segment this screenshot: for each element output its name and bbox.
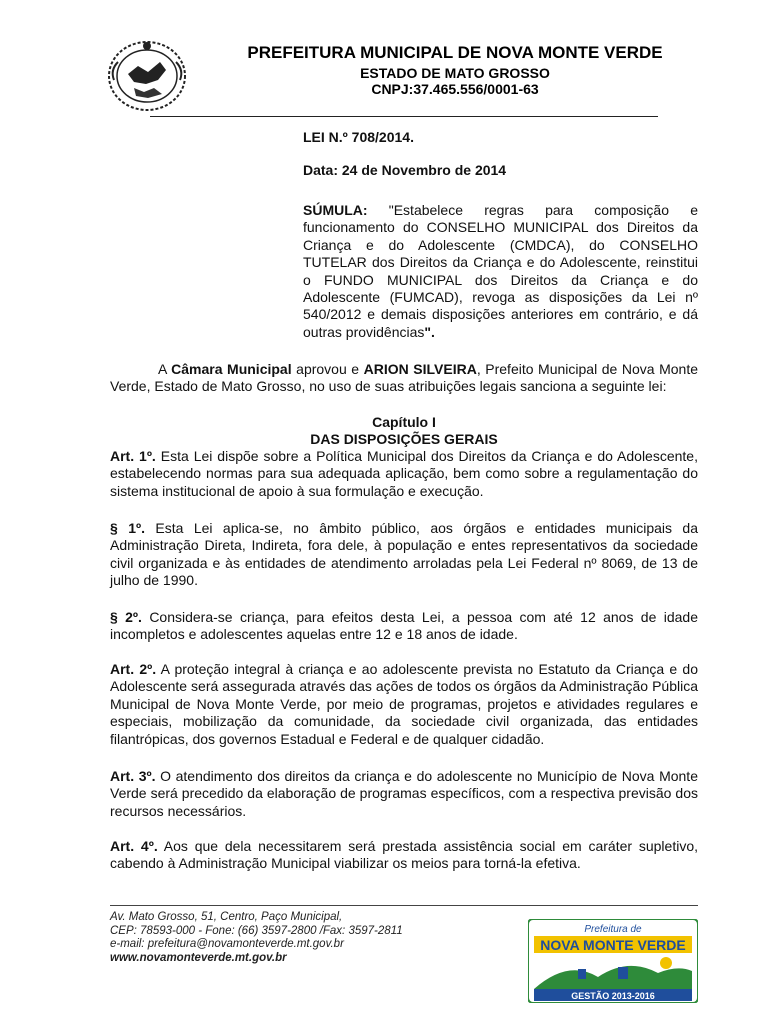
municipal-seal-icon	[104, 36, 190, 116]
intro-paragraph: A Câmara Municipal aprovou e ARION SILVEIRA, Prefeito Municipal de Nova Monte Verde, Estado de Mato Grosso, no uso de suas atribuições legais sanciona a seguinte lei:	[110, 361, 698, 395]
law-number: LEI N.º 708/2014.	[303, 129, 414, 145]
article-1: Art. 1º. Esta Lei dispõe sobre a Política Municipal dos Direitos da Criança e do Adolescente, estabelecendo normas para sua adequada aplicação, bem como sobre a regulamentação do sistema institucional de apoio à sua formulação e execução.	[110, 448, 698, 499]
article-3: Art. 3º. O atendimento dos direitos da criança e do adolescente no Município de Nova Monte Verde será precedido da elaboração de programas específicos, com a respectiva previsão dos recursos necessários.	[110, 768, 698, 819]
article-4: Art. 4º. Aos que dela necessitarem será prestada assistência social em caráter supletivo, cabendo à Administração Municipal viabilizar os meios para torná-la efetiva.	[110, 838, 698, 872]
logo-line1: Prefeitura de	[584, 924, 642, 935]
paragraph-1: § 1º. Esta Lei aplica-se, no âmbito público, aos órgãos e entidades municipais da Administração Direta, Indireta, fora dele, à população e entes representativos da sociedade civil organizada e às entidades de atendimento arroladas pela Lei Federal nº 8069, de 13 de julho de 1990.	[110, 520, 699, 589]
municipality-logo	[528, 919, 698, 1003]
logo-line3: GESTÃO 2013-2016	[571, 991, 655, 1001]
footer-email: e-mail: prefeitura@novamonteverde.mt.gov.br	[110, 938, 344, 951]
page-title: PREFEITURA MUNICIPAL DE NOVA MONTE VERDE	[247, 43, 663, 62]
footer-address: Av. Mato Grosso, 51, Centro, Paço Municipal,	[110, 911, 343, 923]
state-name: ESTADO DE MATO GROSSO	[360, 65, 550, 81]
law-date: Data: 24 de Novembro de 2014	[303, 162, 507, 178]
article-2: Art. 2º. A proteção integral à criança e ao adolescente prevista no Estatuto da Criança e do Adolescente será assegurada através das ações de todos os órgãos da Administração Pública Municipal de Nova Monte Verde, por meio de programas, projetos e atividades regulares e especiais, mobilização da comunidade, da sociedade civil organizada, das entidades filantrópicas, dos governos Estadual e Federal e de qualquer cidadão.	[110, 661, 698, 747]
header-divider	[150, 116, 658, 117]
sumula: SÚMULA: "Estabelece regras para composição e funcionamento do CONSELHO MUNICIPAL dos Direitos da Criança e do Adolescente (CMDCA), do CONSELHO TUTELAR dos Direitos da Criança e do Adolescente, reinstitui o FUNDO MUNICIPAL dos Direitos da Criança e do Adolescente (FUMCAD), revoga as disposições da Lei nº 540/2012 e demais disposições anteriores em contrário, e dá outras providências".	[303, 202, 698, 340]
paragraph-2: § 2º. Considera-se criança, para efeitos desta Lei, a pessoa com até 12 anos de idade incompletos e adolescentes aquelas entre 12 e 18 anos de idade.	[110, 609, 698, 643]
footer-divider	[110, 905, 698, 906]
chapter-title: Capítulo I	[372, 414, 436, 430]
footer-contact	[110, 911, 403, 965]
footer-phone: CEP: 78593-000 - Fone: (66) 3597-2800 /Fax: 3597-2811	[110, 924, 403, 937]
logo-line2: NOVA MONTE VERDE	[540, 937, 686, 953]
footer-website: www.novamonteverde.mt.gov.br	[110, 951, 287, 964]
cnpj: CNPJ:37.465.556/0001-63	[371, 81, 539, 97]
sumula-label: SÚMULA:	[303, 202, 368, 218]
chapter-subtitle: DAS DISPOSIÇÕES GERAIS	[310, 431, 498, 447]
sumula-text: "Estabelece regras para composição e funcionamento do CONSELHO MUNICIPAL dos Direitos da Criança e do Adolescente (CMDCA), do CONSELHO TUTELAR dos Direitos da Criança e do Adolescente, reinstitui o FUNDO MUNICIPAL dos Direitos da Criança e do Adolescente (FUMCAD), revoga as disposições da Lei nº 540/2012 e demais disposições anteriores em contrário, e dá outras providências	[303, 202, 698, 340]
